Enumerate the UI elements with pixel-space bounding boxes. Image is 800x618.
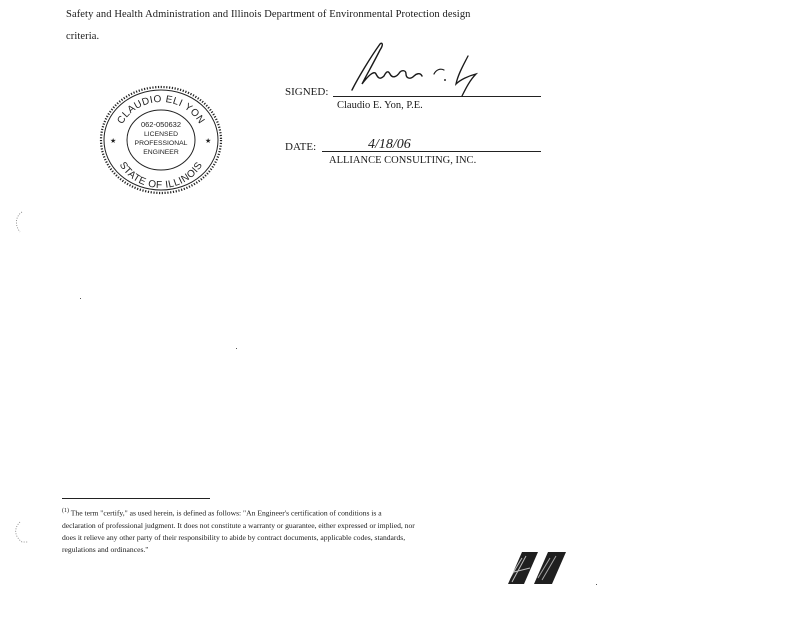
scan-speck: [80, 298, 81, 299]
scan-speck: [236, 348, 237, 349]
signed-label: SIGNED:: [285, 86, 329, 98]
company-name: ALLIANCE CONSULTING, INC.: [329, 155, 477, 166]
seal-star-left-icon: ★: [110, 137, 117, 145]
scan-mark-bottom: [10, 520, 32, 546]
signer-name: Claudio E. Yon, P.E.: [337, 100, 423, 111]
svg-text:4/18/06: 4/18/06: [368, 137, 411, 152]
seal-license-number: 062-050632: [140, 120, 182, 129]
body-text-line-1: Safety and Health Administration and Illinois Department of Environmental Protection design: [66, 9, 471, 20]
scan-speck: [596, 584, 597, 585]
seal-center-line-1: LICENSED: [144, 131, 178, 138]
body-text-line-2: criteria.: [66, 31, 100, 42]
scan-mark-top: [10, 210, 26, 236]
footnote-separator: [62, 498, 210, 499]
date-label: DATE:: [285, 141, 317, 153]
engineer-seal: [98, 84, 224, 196]
stamp-graphic: [500, 548, 570, 586]
seal-center-line-2: PROFESSIONAL: [134, 140, 188, 147]
footnote-line-2: declaration of professional judgment. It does not constitute a warranty or guarantee, either expressed or implied, nor: [62, 520, 415, 530]
footnote-line-1: $^{(1)}$ The term "certify," as used herein, is defined as follows: "An Engineer's certification of conditions is a: [62, 508, 382, 518]
footnote-line-4: regulations and ordinances.": [62, 545, 149, 555]
footnote-line-3: does it relieve any other party of their responsibility to abide by contract documents, applicable codes, standards,: [62, 532, 406, 542]
seal-bottom-arc-text: STATE OF ILLINOIS: [116, 160, 206, 192]
seal-center-line-3: ENGINEER: [143, 149, 179, 156]
handwritten-signature: [340, 40, 490, 98]
seal-top-arc-text: CLAUDIO ELI YON: [115, 93, 207, 127]
handwritten-date: [360, 130, 450, 156]
footnote-marker: (1): [62, 508, 69, 514]
seal-star-right-icon: ★: [205, 137, 212, 145]
footnote: [62, 505, 532, 556]
